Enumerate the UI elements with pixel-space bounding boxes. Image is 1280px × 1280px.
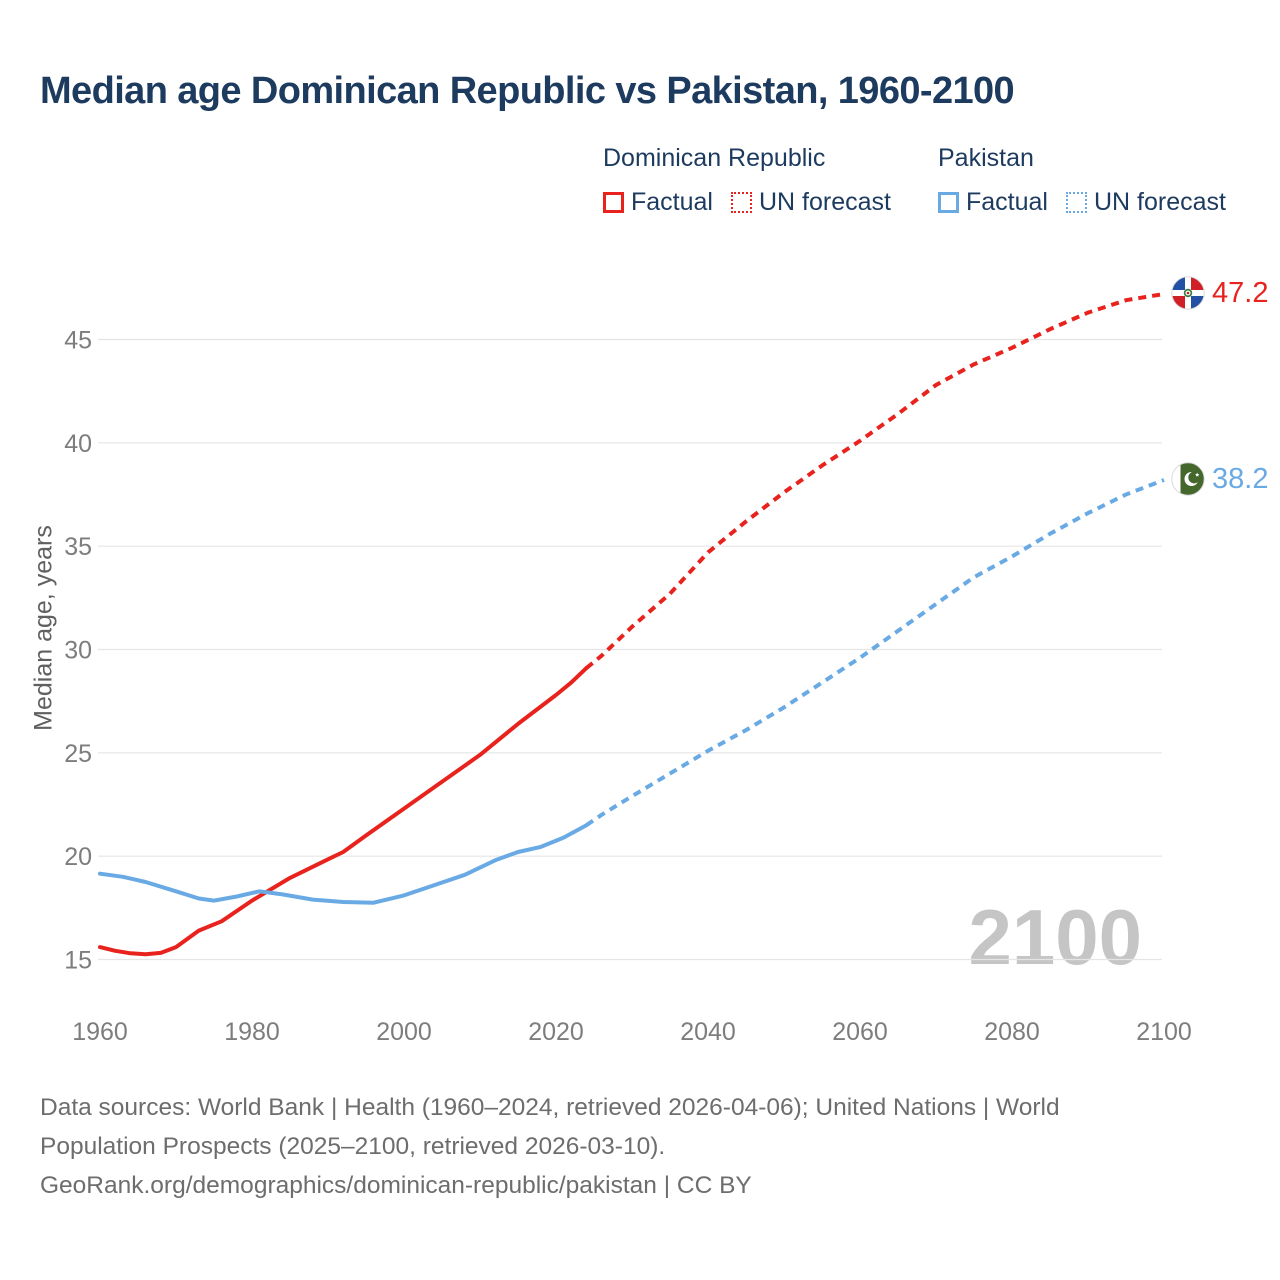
x-tick-label: 2040 <box>680 1018 736 1046</box>
dominican-republic-end-label <box>1171 276 1268 310</box>
x-tick-label: 1960 <box>72 1018 128 1046</box>
legend-group-label: Dominican Republic <box>603 144 826 172</box>
page-title: Median age Dominican Republic vs Pakistan, 1960-2100 <box>40 70 1015 112</box>
dominican-republic-forecast-line <box>586 294 1164 668</box>
x-tick-label: 1980 <box>224 1018 280 1046</box>
footer <box>40 1088 1250 1205</box>
dominican-republic-flag-icon <box>1171 276 1205 310</box>
legend-item-label: Factual <box>631 188 713 216</box>
dominican-republic-end-value: 47.2 <box>1212 276 1269 309</box>
footer-data-sources-line2: Population Prospects (2025–2100, retrieved 2026-03-10). <box>40 1133 666 1160</box>
legend-group-label: Pakistan <box>938 144 1034 172</box>
pakistan-forecast-line <box>586 480 1164 825</box>
legend-item-label: UN forecast <box>1093 188 1226 216</box>
legend-item-label: UN forecast <box>758 188 891 216</box>
y-tick-label: 20 <box>64 843 92 872</box>
y-axis-label: Median age, years <box>29 525 58 731</box>
pakistan-factual-line <box>100 825 586 903</box>
y-tick-label: 30 <box>64 636 92 665</box>
y-tick-label: 45 <box>64 326 92 355</box>
dominican-republic-factual-line <box>100 668 586 954</box>
y-tick-label: 15 <box>64 946 92 975</box>
x-tick-label: 2100 <box>1136 1018 1192 1046</box>
y-tick-label: 40 <box>64 429 92 458</box>
x-tick-label: 2060 <box>832 1018 888 1046</box>
pakistan-end-value: 38.2 <box>1212 462 1269 495</box>
pakistan-flag-icon <box>1171 462 1205 496</box>
footer-data-sources-line1: Data sources: World Bank | Health (1960–2024, retrieved 2026-04-06); United Nations | World <box>40 1094 1060 1121</box>
footer-url: GeoRank.org/demographics/dominican-republic/pakistan | CC BY <box>40 1172 752 1199</box>
pakistan-end-label <box>1171 462 1268 496</box>
y-tick-label: 25 <box>64 739 92 768</box>
legend-item-label: Factual <box>966 188 1048 216</box>
x-tick-label: 2000 <box>376 1018 432 1046</box>
current-year-watermark: 2100 <box>968 893 1142 981</box>
x-tick-label: 2080 <box>984 1018 1040 1046</box>
y-tick-label: 35 <box>64 533 92 562</box>
x-tick-label: 2020 <box>528 1018 584 1046</box>
